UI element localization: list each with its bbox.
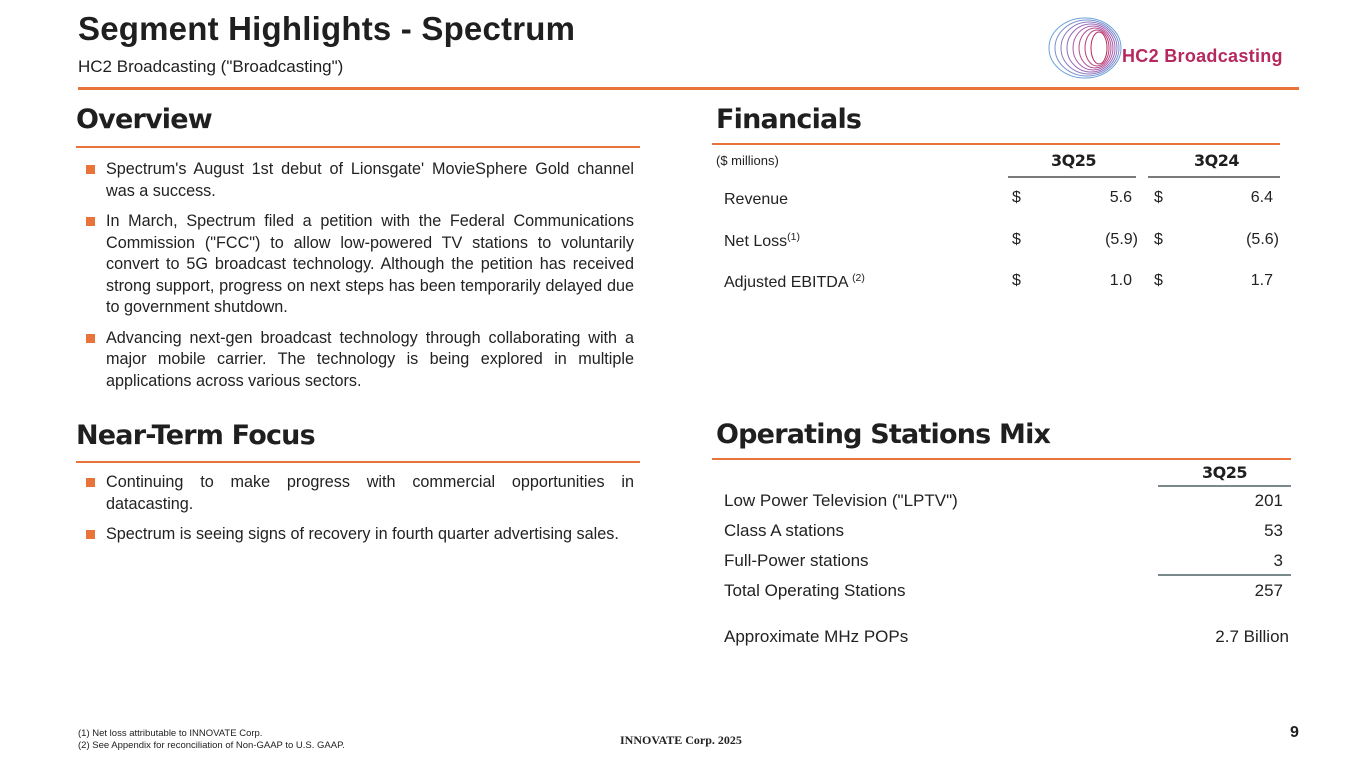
row-label: Full-Power stations <box>724 551 869 570</box>
column-header-3q25: 3Q25 <box>1051 151 1096 170</box>
near-term-bullet-list <box>82 472 634 555</box>
overview-bullet-list <box>82 159 634 401</box>
list-item: Continuing to make progress with commercial opportunities in datacasting. <box>82 472 634 515</box>
column-divider <box>1158 485 1291 487</box>
currency-symbol: $ <box>1012 189 1021 206</box>
currency-symbol: $ <box>1154 231 1163 248</box>
list-item: Spectrum's August 1st debut of Lionsgate' MovieSphere Gold channel was a success. <box>82 159 634 202</box>
footnote-1: (1) Net loss attributable to INNOVATE Corp. <box>78 728 263 739</box>
row-value: 3 <box>1273 551 1283 570</box>
page-subtitle: HC2 Broadcasting ("Broadcasting") <box>78 57 344 76</box>
total-divider <box>1158 574 1291 576</box>
logo-text: HC2 Broadcasting <box>1122 46 1283 66</box>
square-bullet-icon <box>86 217 95 226</box>
financials-heading: Financials <box>716 104 862 135</box>
footer-company: INNOVATE Corp. 2025 <box>620 733 742 747</box>
page-number: 9 <box>1290 724 1299 741</box>
page-title: Segment Highlights - Spectrum <box>78 10 576 47</box>
row-value: 53 <box>1264 521 1283 540</box>
header-divider <box>78 87 1299 90</box>
value-3q25: 1.0 <box>1109 272 1132 289</box>
stations-divider <box>712 458 1291 460</box>
financials-divider <box>712 143 1280 145</box>
currency-symbol: $ <box>1012 272 1021 289</box>
currency-symbol: $ <box>1154 189 1163 206</box>
footnotes <box>78 728 345 752</box>
column-divider-3q24 <box>1148 176 1280 178</box>
square-bullet-icon <box>86 478 95 487</box>
value-3q24: 1.7 <box>1250 272 1273 289</box>
column-header-3q24: 3Q24 <box>1194 151 1239 170</box>
currency-symbol: $ <box>1012 231 1021 248</box>
currency-symbol: $ <box>1154 272 1163 289</box>
total-value: 257 <box>1254 581 1283 600</box>
value-3q25: (5.9) <box>1105 231 1138 248</box>
value-3q25: 5.6 <box>1109 189 1132 206</box>
row-label: Class A stations <box>724 521 845 540</box>
footnote-2: (2) See Appendix for reconciliation of Non-GAAP to U.S. GAAP. <box>78 740 345 751</box>
row-label: Revenue <box>724 191 789 208</box>
list-item: Advancing next-gen broadcast technology through collaborating with a major mobile carrier. The technology is being explored in multiple applications across various sectors. <box>82 328 634 393</box>
square-bullet-icon <box>86 530 95 539</box>
stations-heading: Operating Stations Mix <box>716 419 1051 450</box>
value-3q24: 6.4 <box>1250 189 1273 206</box>
square-bullet-icon <box>86 165 95 174</box>
row-label: Low Power Television ("LPTV") <box>724 491 958 510</box>
near-term-divider <box>76 461 640 463</box>
column-header-3q25: 3Q25 <box>1202 463 1247 482</box>
row-label: Net Loss$^{(1)}$ <box>724 231 800 250</box>
row-value: 2.7 Billion <box>1215 627 1289 646</box>
list-item: In March, Spectrum filed a petition with the Federal Communications Commission ("FCC") to allow low-powered TV stations to voluntarily convert to 5G broadcast technology. Although the petition has received strong support, progress on next steps has been temporarily delayed due to government shutdown. <box>82 211 634 319</box>
row-value: 201 <box>1254 491 1283 510</box>
square-bullet-icon <box>86 334 95 343</box>
value-3q24: (5.6) <box>1246 231 1279 248</box>
overview-heading: Overview <box>76 104 212 135</box>
near-term-heading: Near-Term Focus <box>76 420 315 451</box>
column-divider-3q25 <box>1008 176 1136 178</box>
units-label: ($ millions) <box>716 153 779 168</box>
list-item: Spectrum is seeing signs of recovery in fourth quarter advertising sales. <box>82 524 634 546</box>
overview-divider <box>76 146 640 148</box>
total-label: Total Operating Stations <box>724 581 906 600</box>
row-label: Approximate MHz POPs <box>724 627 909 646</box>
row-label: Adjusted EBITDA $^{(2)}$ <box>724 272 865 291</box>
